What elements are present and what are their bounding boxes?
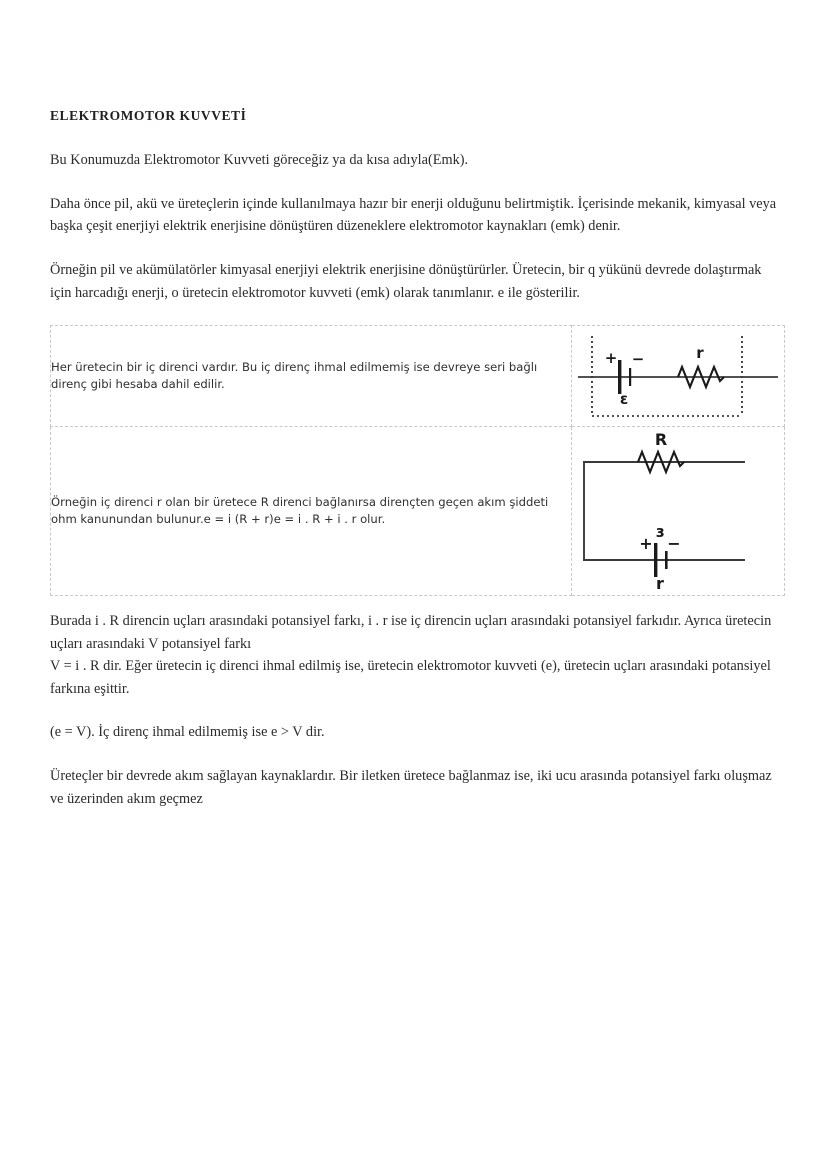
battery-minus-label: − xyxy=(667,534,681,554)
table-cell-text xyxy=(51,326,572,427)
internal-resistor-label: r xyxy=(656,574,664,594)
series-internal-resistance-circuit xyxy=(578,328,778,424)
conclusion-paragraph: Üreteçler bir devrede akım sağlayan kaynaklardır. Bir iletken üretece bağlanmaz ise, iki ucu arasında potansiyel farkı oluşmaz ve üzerinden akım geçmez xyxy=(50,767,772,807)
emf-with-external-resistor-circuit xyxy=(576,429,780,593)
emf-label: ε xyxy=(619,390,629,409)
definition-paragraph: Daha önce pil, akü ve üreteçlerin içinde kullanılmaya hazır bir enerji olduğunu belirtmiştik. İçerisinde mekanik, kimyasal veya başka çeşit enerjiyi elektrik enerjisine dönüştüren düzeneklere elektromotor kaynakları (emk) denir. xyxy=(50,195,777,235)
battery-positive-plate xyxy=(654,543,657,577)
potential-difference-paragraph: Burada i . R direncin uçları arasındaki potansiyel farkı, i . r ise iç direncin uçları arasındaki potansiyel farkıdır. Ayrıca üretecin uçları arasındaki V potansiyel farkı xyxy=(50,613,772,652)
table-cell-figure xyxy=(572,326,785,427)
internal-resistance-note: Her üretecin bir iç direnci vardır. Bu iç direnç ihmal edilmemiş ise devreye seri bağlı direnç gibi hesaba dahil edilir. xyxy=(51,359,538,392)
intro-paragraph: Bu Konumuzda Elektromotor Kuvveti göreceğiz ya da kısa adıyla(Emk). xyxy=(50,152,469,169)
external-resistor-label: R xyxy=(654,430,668,450)
document-content xyxy=(50,108,780,831)
internal-resistor-label: r xyxy=(696,344,704,363)
table-cell-text xyxy=(51,427,572,596)
battery-plus-label: + xyxy=(604,349,618,368)
battery-positive-plate xyxy=(618,360,621,394)
emf-label: ε xyxy=(655,522,665,542)
table-cell-figure xyxy=(572,427,785,596)
table-row xyxy=(51,427,785,596)
battery-minus-label: − xyxy=(631,350,645,369)
table-row xyxy=(51,326,785,427)
example-paragraph: Örneğin pil ve akümülatörler kimyasal enerjiyi elektrik enerjisine dönüştürürler. Üretecin, bir q yükünü devrede dolaştırmak için harcadığı enerji, o üretecin elektromotor kuvveti (emk) olarak tanımlanır. e ile gösterilir. xyxy=(50,261,762,301)
voltage-equation-paragraph: V = i . R dir. Eğer üretecin iç direnci ihmal edilmiş ise, üretecin elektromotor kuvveti (e), üretecin uçları arasındaki potansiyel farkına eşittir. xyxy=(50,658,771,697)
battery-plus-label: + xyxy=(639,534,653,554)
figure-table xyxy=(50,325,785,596)
battery-negative-plate xyxy=(629,368,631,386)
emf-comparison-paragraph: (e = V). İç direnç ihmal edilmemiş ise e > V dir. xyxy=(50,724,325,741)
page-title: ELEKTROMOTOR KUVVETİ xyxy=(50,108,247,123)
battery-negative-plate xyxy=(665,551,668,569)
ohms-law-note: Örneğin iç direnci r olan bir üretece R direnci bağlanırsa dirençten geçen akım şiddeti ohm kanunundan bulunur.e = i (R + r)e = i . R + i . r olur. xyxy=(51,494,549,527)
